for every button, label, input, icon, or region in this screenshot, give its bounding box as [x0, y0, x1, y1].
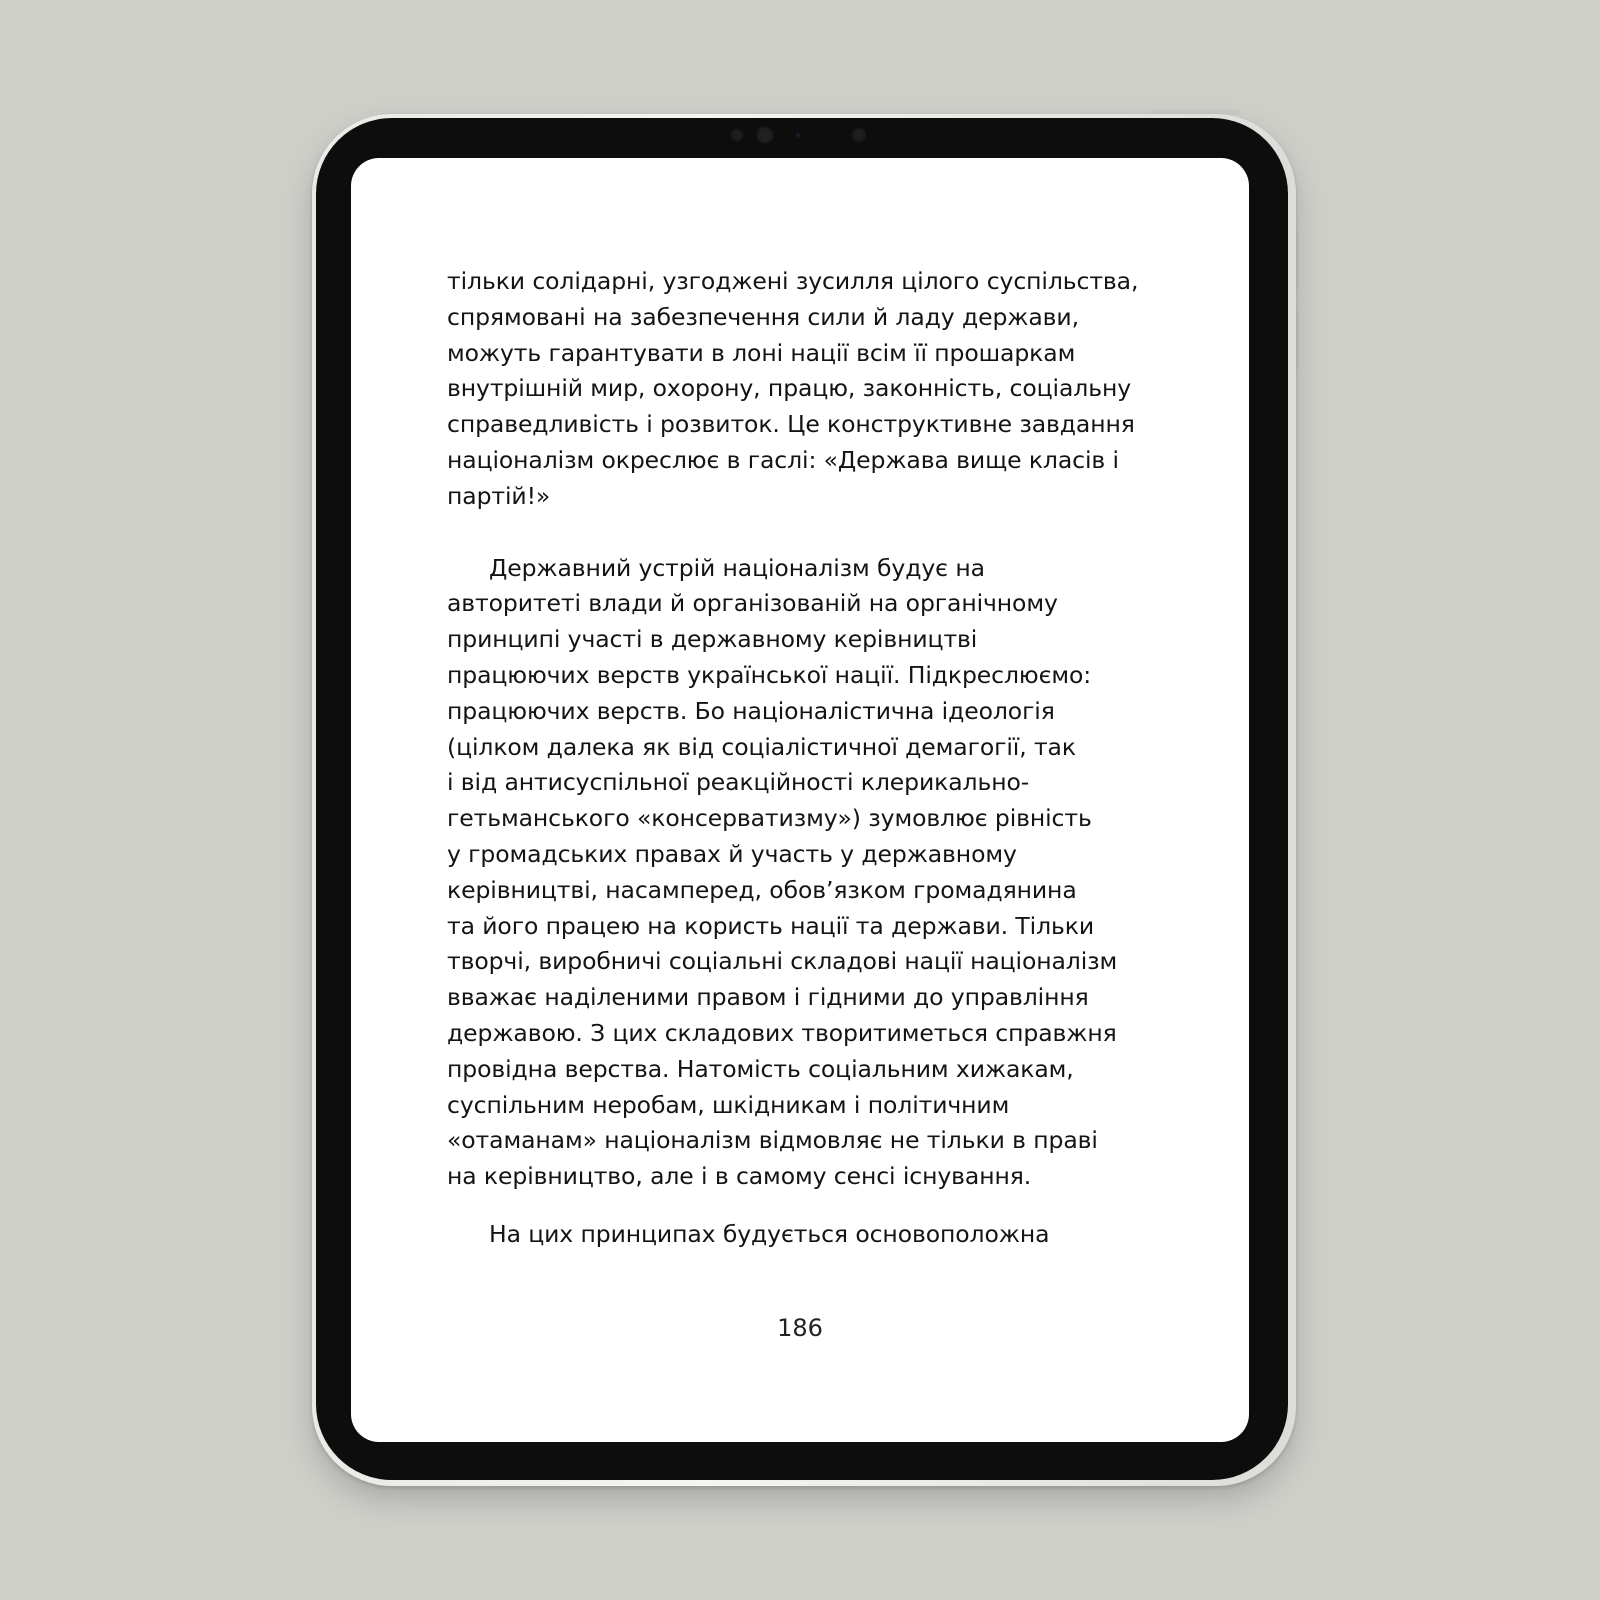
paragraph-2 — [447, 551, 1187, 1195]
paragraph-spacer — [447, 1195, 1187, 1217]
text-line: державою. З цих складових творитиметься справжня — [447, 1018, 1117, 1047]
paragraph-3 — [447, 1217, 1187, 1253]
text-line: у громадських правах й участь у державному — [447, 839, 1017, 868]
text-line: і від антисуспільної реакційності клерикально- — [447, 768, 1030, 797]
paragraph-1 — [447, 264, 1187, 515]
light-sensor-icon — [795, 132, 801, 138]
page-number: 186 — [777, 1314, 823, 1342]
text-line: вважає наділеними правом і гідними до управління — [447, 983, 1089, 1012]
text-line: на керівництво, але і в самому сенсі існування. — [447, 1162, 1032, 1191]
text-line: керівництві, насамперед, обов’язком громадянина — [447, 875, 1077, 904]
text-line: можуть гарантувати в лоні нації всім її прошаркам — [447, 338, 1076, 367]
text-line: Державний устрій націоналізм будує на — [489, 553, 985, 582]
paragraph-spacer — [447, 515, 1187, 551]
text-line: суспільним неробам, шкідникам і політичним — [447, 1090, 1010, 1119]
camera-icon — [756, 126, 774, 144]
text-line: На цих принципах будується основоположна — [489, 1219, 1050, 1248]
text-line: працюючих верств української нації. Підкреслюємо: — [447, 660, 1092, 689]
ebook-screen[interactable] — [351, 158, 1249, 1442]
text-line: та його працею на користь нації та держави. Тільки — [447, 911, 1095, 940]
text-line: внутрішній мир, охорону, працю, законність, соціальну — [447, 374, 1132, 403]
text-line: справедливість і розвиток. Це конструктивне завдання — [447, 410, 1135, 439]
text-line: принципі участі в державному керівництві — [447, 625, 978, 654]
text-line: тільки солідарні, узгоджені зусилля цілого суспільства, — [447, 267, 1139, 295]
text-line: націоналізм окреслює в гаслі: «Держава вище класів і — [447, 445, 1119, 474]
sensor-icon — [851, 127, 867, 143]
text-line: працюючих верств. Бо націоналістична ідеологія — [447, 696, 1055, 725]
text-line: авторитеті влади й організованій на органічному — [447, 589, 1058, 618]
text-line: партій!» — [447, 481, 551, 510]
sensor-icon — [730, 128, 744, 142]
text-line: (цілком далека як від соціалістичної демагогії, так — [447, 732, 1076, 761]
text-line: «отаманам» націоналізм відмовляє не тільки в праві — [447, 1126, 1098, 1155]
text-line: провідна верства. Натомість соціальним хижакам, — [447, 1054, 1074, 1083]
page-text — [447, 264, 1187, 1253]
text-line: спрямовані на забезпечення сили й ладу держави, — [447, 302, 1079, 331]
text-line: гетьманського «консерватизму») зумовлює рівність — [447, 804, 1092, 833]
text-line: творчі, виробничі соціальні складові нації націоналізм — [447, 947, 1118, 976]
